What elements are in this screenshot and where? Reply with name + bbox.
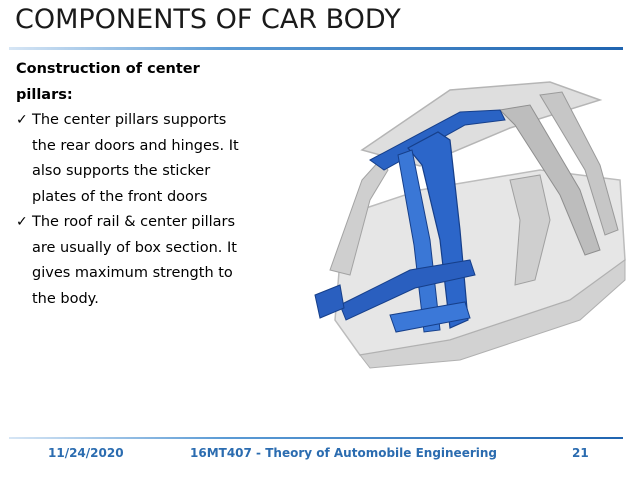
bullet-1-line-4: plates of the front doors xyxy=(32,188,208,205)
bullet-1-line-3: also supports the sticker xyxy=(32,163,211,179)
checkmark-icon: ✓ xyxy=(16,112,28,128)
car-body-frame-illustration xyxy=(300,70,632,370)
slide-title: COMPONENTS OF CAR BODY xyxy=(15,4,401,35)
footer-divider xyxy=(9,437,623,439)
title-divider xyxy=(9,47,623,50)
bullet-item-1 xyxy=(16,108,316,210)
bullet-2-line-3: gives maximum strength to xyxy=(32,265,233,281)
checkmark-icon: ✓ xyxy=(16,214,28,230)
footer-course: 16MT407 - Theory of Automobile Engineering xyxy=(190,446,498,460)
footer-page-number: 21 xyxy=(572,446,589,460)
bullet-item-2 xyxy=(16,210,316,312)
section-heading-line-2: pillars: xyxy=(16,86,73,103)
bullet-2-line-1: The roof rail & center pillars xyxy=(32,214,236,230)
slide-body xyxy=(16,57,316,312)
bullet-2-line-2: are usually of box section. It xyxy=(32,239,237,256)
bullet-1-line-2: the rear doors and hinges. It xyxy=(32,137,239,154)
bullet-2-line-4: the body. xyxy=(32,290,99,307)
section-heading-line-1: Construction of center xyxy=(16,61,200,77)
bullet-1-line-1: The center pillars supports xyxy=(32,112,227,128)
footer-date: 11/24/2020 xyxy=(48,446,124,460)
